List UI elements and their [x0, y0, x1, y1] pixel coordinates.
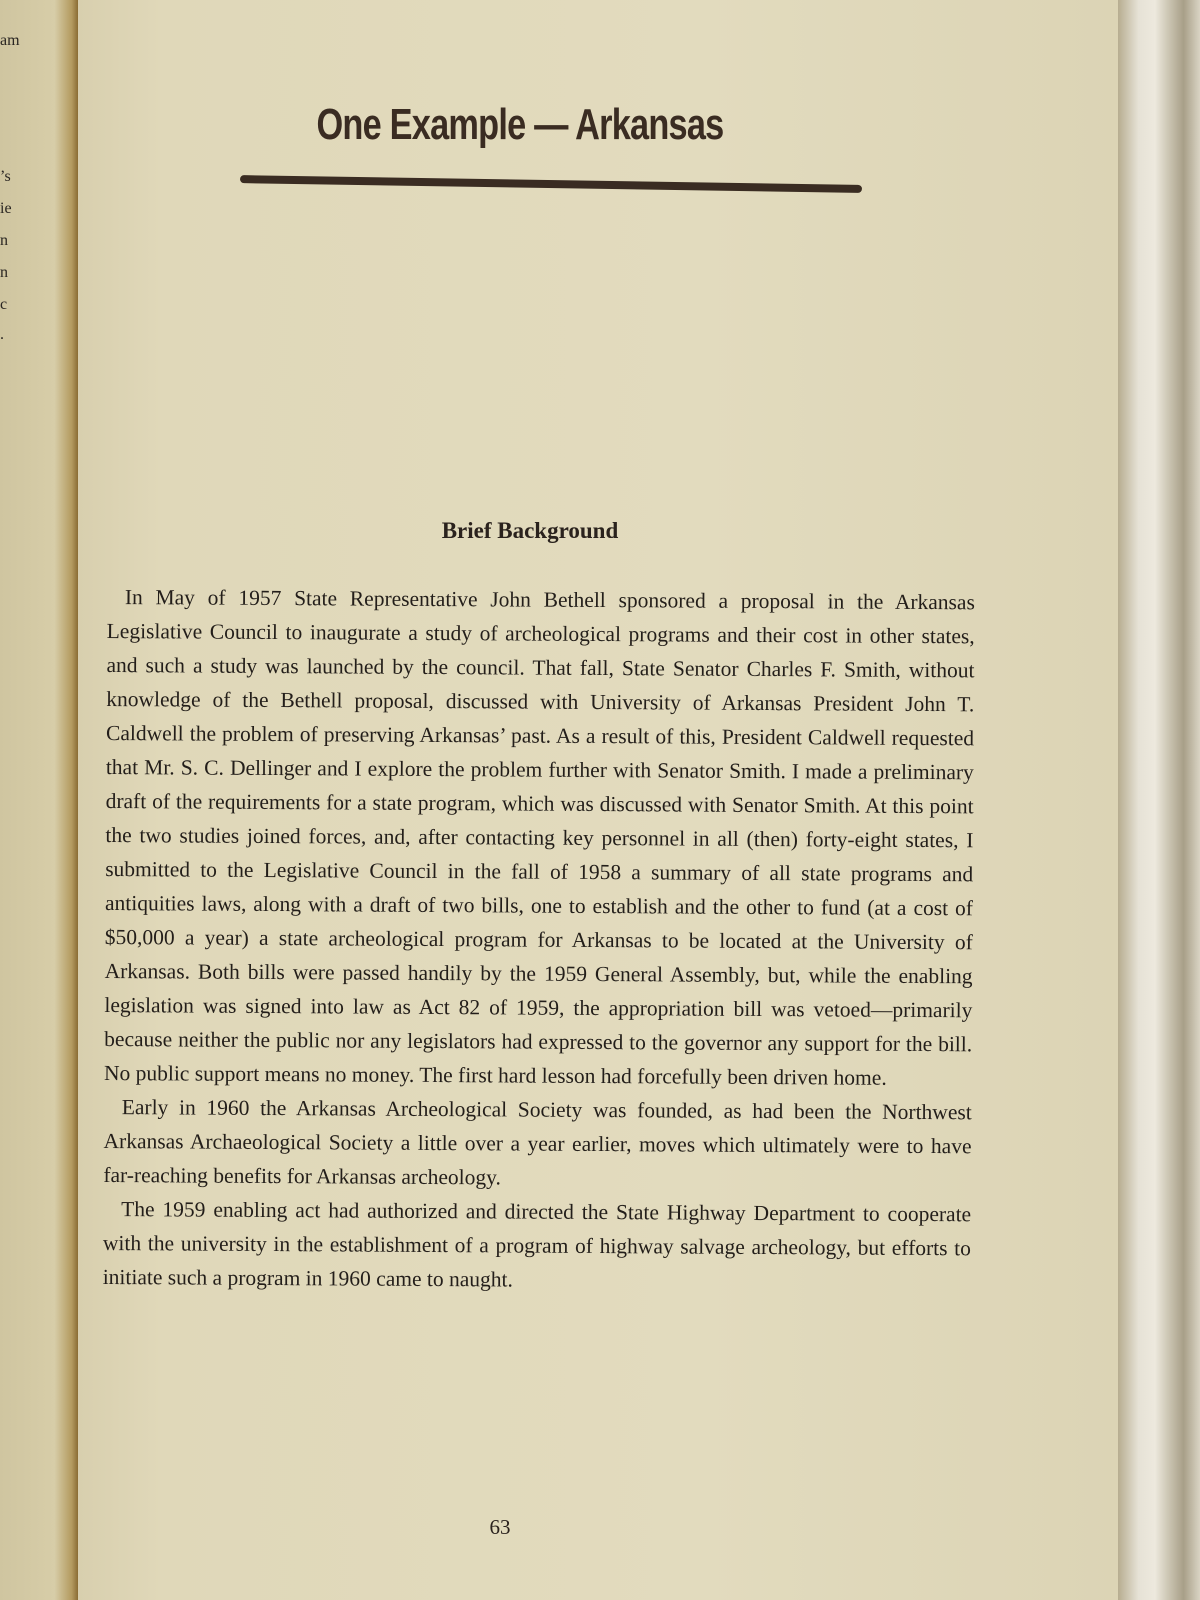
body-text	[103, 580, 975, 1299]
left-page-fragment: n	[0, 232, 8, 249]
book-cover-edge	[1118, 0, 1200, 1600]
paragraph: Early in 1960 the Arkansas Archeological Society was founded, as had been the Northwest Arkansas Archaeological Society a little over a year earlier, moves which ultimately were to have far-reaching benefits for Arkansas archeology.	[103, 1095, 972, 1190]
left-page-fragment: ie	[0, 200, 12, 217]
left-page-edge	[0, 0, 78, 1600]
left-page-fragment: n	[0, 264, 8, 281]
chapter-title: One Example — Arkansas	[316, 100, 724, 149]
left-page-fragment: .	[0, 326, 4, 343]
left-page-fragment: ’s	[0, 168, 11, 185]
left-page-fragment: c	[0, 296, 8, 313]
paragraph: In May of 1957 State Representative John Bethell sponsored a proposal in the Arkansas Legislative Council to inaugurate a study of archeological programs and their cost in other states, and such a study was launched by the council. That fall, State Senator Charles F. Smith, without knowledge of the Bethell proposal, discussed with University of Arkansas President John T. Caldwell the problem of preserving Arkansas’ past. As a result of this, President Caldwell requested that Mr. S. C. Dellinger and I explore the problem further with Senator Smith. I made a preliminary draft of the requirements for a state program, which was discussed with Senator Smith. At this point the two studies joined forces, and, after contacting key personnel in all (then) forty-eight states, I submitted to the Legislative Council in the fall of 1958 a summary of all state programs and antiquities laws, along with a draft of two bills, one to establish and the other to fund (at a cost of $50,000 a year) a state archeological program for Arkansas to be located at the University of Arkansas. Both bills were passed handily by the 1959 General Assembly, but, while the enabling legislation was signed into law as Act 82 of 1959, the appropriation bill was vetoed—primarily because neither the public nor any legislators had expressed to the governor any support for the bill. No public support means no money. The first hard lesson had forcefully been driven home.	[103, 585, 975, 1090]
page-number: 63	[489, 1515, 511, 1539]
section-heading: Brief Background	[441, 518, 619, 543]
paragraph: The 1959 enabling act had authorized and directed the State Highway Department to cooperate with the university in the establishment of a program of highway salvage archeology, but efforts to initiate such a program in 1960 came to naught.	[102, 1197, 972, 1292]
left-page-fragment: am	[0, 32, 20, 49]
